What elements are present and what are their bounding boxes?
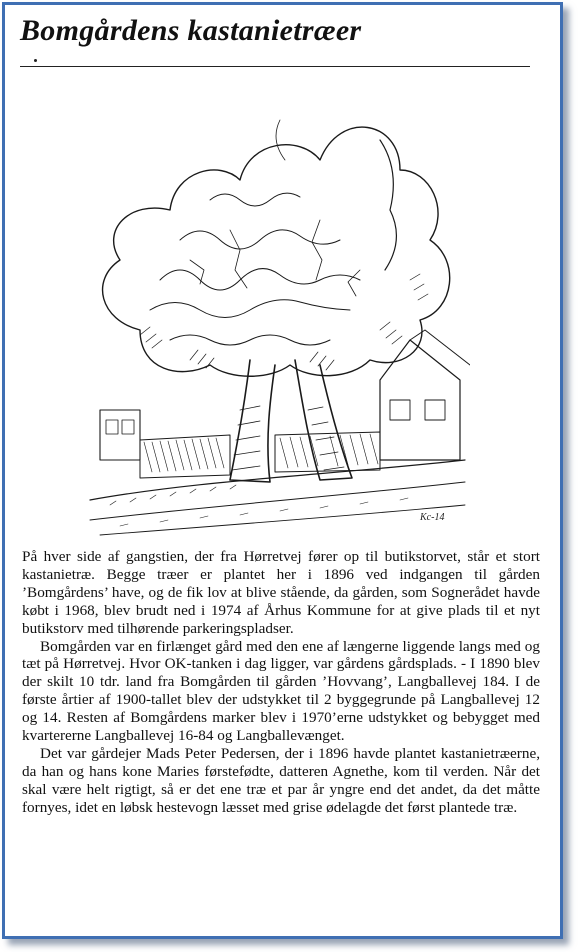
title-rule <box>20 66 530 67</box>
paragraph-2: Bomgården var en firlænget gård med den ene af længerne liggende langs med og tæt på Hørretvej. Hvor OK-tanken i dag ligger, var gårdens gårdsplads. - I 1890 blev der skilt 10 tdr. land fra Bomgården til gården ’Hovvang’, Langballevej 184. I de første årtier af 1900-tallet blev der udstykket til 2 byggegrunde på Langballevej 12 og 14. Resten af Bomgårdens marker blev i 1970’erne udstykket og bebygget med kvartererne Langballevej 16-84 og Langballevænget. <box>22 637 540 745</box>
illustration-signature: Kc-14 <box>420 512 445 523</box>
article-title: Bomgårdens kastanietræer <box>20 14 362 47</box>
title-dot <box>34 59 37 62</box>
paragraph-1: På hver side af gangstien, der fra Hørretvej fører op til butikstorvet, står et stort kastanietræ. Begge træer er plantet her i 1896 ved indgangen til gården ’Bomgårdens’ have, og de fik lov at blive stående, da gården, som Sognerådet havde købt i 1968, blev brudt ned i 1974 af Århus Kommune for at give plads til et nyt butikstorv med tilhørende parkeringspladser. <box>22 548 540 637</box>
chestnut-tree-illustration <box>80 80 470 540</box>
paragraph-3: Det var gårdejer Mads Peter Pedersen, der i 1896 havde plantet kastanietræerne, da han og hans kone Maries førstefødte, datteren Agnethe, kom til verden. Når det skal være helt rigtigt, så er det ene træ et par år yngre end det andet, da det måtte fornyes, idet en løbsk hestevogn læsset med grise ødelagde det først plantede træ. <box>22 744 540 816</box>
article-body <box>22 548 540 817</box>
